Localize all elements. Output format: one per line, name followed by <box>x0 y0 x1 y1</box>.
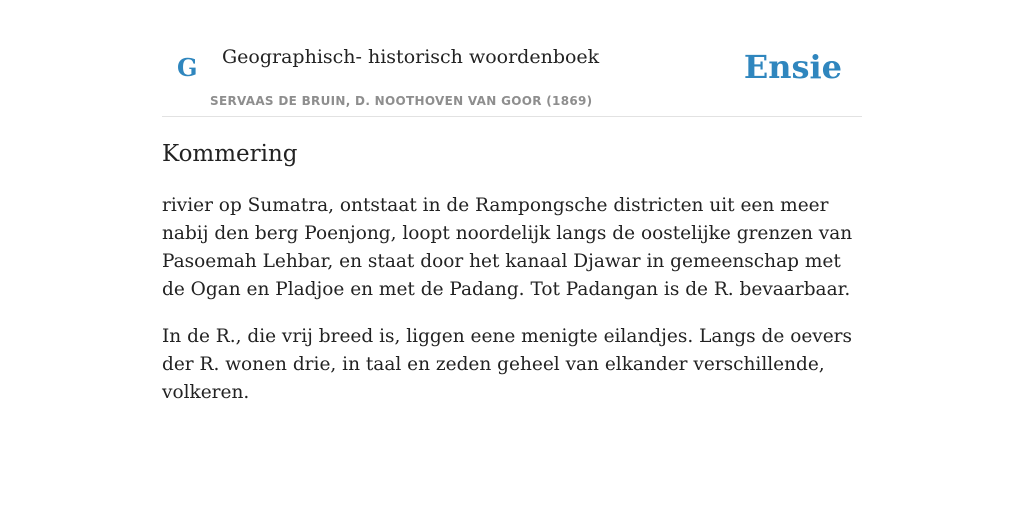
book-title-link[interactable]: Geographisch- historisch woordenboek <box>222 46 600 68</box>
book-authors: SERVAAS DE BRUIN, D. NOOTHOVEN VAN GOOR (1869) <box>210 94 593 108</box>
entry-paragraph: rivier op Sumatra, ontstaat in de Rampongsche districten uit een meer nabij den berg Poenjong, loopt noordelijk langs de oostelijke grenzen van Pasoemah Lehbar, en staat door het kanaal Djawar in gemeenschap met de Ogan en Pladjoe en met de Padang. Tot Padangan is de R. bevaarbaar. <box>162 195 853 300</box>
entry-title: Kommering <box>162 141 298 167</box>
entry-content <box>162 138 867 426</box>
header <box>162 0 862 117</box>
entry-paragraph: In de R., die vrij breed is, liggen eene menigte eilandjes. Langs de oevers der R. wonen drie, in taal en zeden geheel van elkander verschillende, volkeren. <box>162 326 853 403</box>
ensie-logo-link[interactable]: Ensie <box>743 48 842 86</box>
book-letter-icon[interactable]: G <box>177 53 198 82</box>
